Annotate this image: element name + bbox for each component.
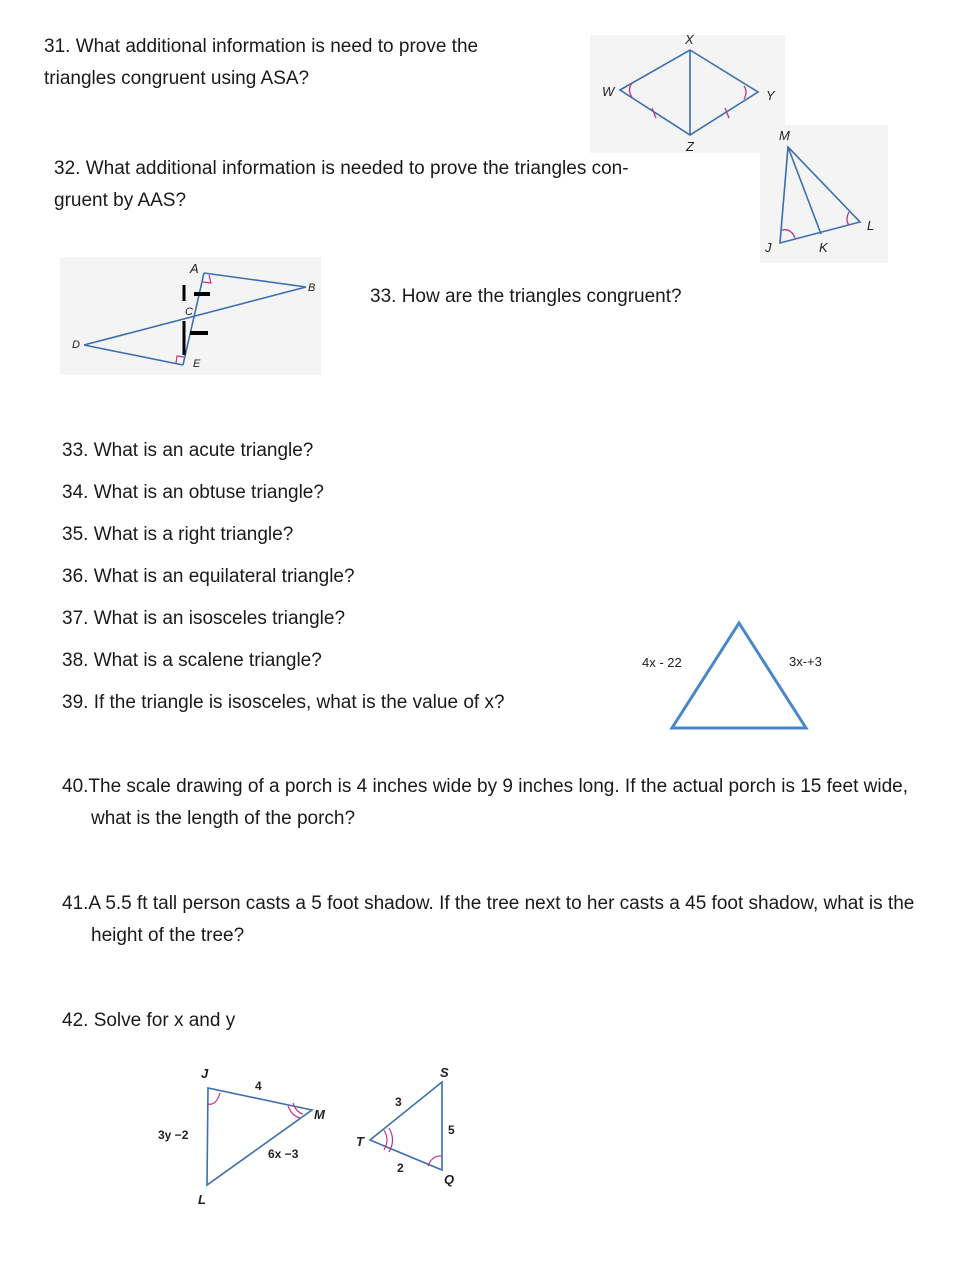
side-tq-label: 2 [397, 1161, 404, 1175]
label-y: Y [766, 88, 775, 103]
label-w: W [602, 84, 615, 99]
triangle-mjkl-figure [755, 120, 890, 265]
label-x: X [685, 32, 694, 47]
question-33-congruent: 33. How are the triangles congruent? [370, 286, 682, 307]
question-32 [54, 153, 629, 217]
angle-mark-j [208, 1093, 220, 1104]
label-z: Z [686, 139, 694, 154]
question-40: 40.The scale drawing of a porch is 4 inches wide by 9 inches long. If the actual porch is 15 feet wide, what is the length of the porch? [62, 776, 908, 829]
side-lm-label: 6x −3 [268, 1147, 299, 1161]
label-t: T [356, 1134, 364, 1149]
label-c: C [185, 306, 193, 318]
question-37: 37. What is an isosceles triangle? [62, 608, 346, 629]
question-33-acute: 33. What is an acute triangle? [62, 440, 314, 461]
side-ts-label: 3 [395, 1095, 402, 1109]
label-q: Q [444, 1172, 455, 1187]
isosceles-triangle-figure [630, 615, 850, 735]
triangle-tsq [370, 1082, 442, 1170]
label-b: B [308, 282, 316, 294]
question-41: 41.A 5.5 ft tall person casts a 5 foot shadow. If the tree next to her casts a 45 foot shadow, what is the height of the tree? [62, 893, 915, 946]
label-k: K [819, 240, 828, 255]
label-j: J [201, 1066, 209, 1081]
left-side-label: 4x - 22 [642, 655, 682, 670]
label-m: M [314, 1107, 325, 1122]
label-d: D [72, 339, 80, 351]
question-31-line1: 31. What additional information is need to prove the [44, 36, 479, 57]
triangle-jlm [207, 1088, 312, 1185]
triangles-abcde-figure [58, 255, 323, 375]
label-m: M [779, 128, 790, 143]
question-36: 36. What is an equilateral triangle? [62, 566, 355, 587]
question-34: 34. What is an obtuse triangle? [62, 482, 324, 503]
label-e: E [193, 358, 201, 370]
label-l: L [198, 1192, 206, 1207]
side-jl-label: 3y −2 [158, 1128, 189, 1142]
question-39: 39. If the triangle is isosceles, what is the value of x? [62, 692, 505, 713]
right-side-label: 3x-+3 [789, 654, 822, 669]
question-42: 42. Solve for x and y [62, 1010, 236, 1031]
label-s: S [440, 1065, 449, 1080]
side-jm-label: 4 [255, 1079, 262, 1093]
question-31 [44, 31, 478, 95]
question-35: 35. What is a right triangle? [62, 524, 294, 545]
label-j: J [765, 240, 772, 255]
question-31-line2: triangles congruent using ASA? [44, 68, 310, 89]
isosceles-triangle-outline [672, 623, 806, 728]
label-l: L [867, 218, 875, 233]
label-a: A [190, 261, 199, 276]
similar-triangles-figure [150, 1060, 470, 1210]
question-32-line1: 32. What additional information is needed to prove the triangles con- [54, 158, 629, 179]
question-32-line2: gruent by AAS? [54, 190, 187, 211]
side-sq-label: 5 [448, 1123, 455, 1137]
question-38: 38. What is a scalene triangle? [62, 650, 322, 671]
